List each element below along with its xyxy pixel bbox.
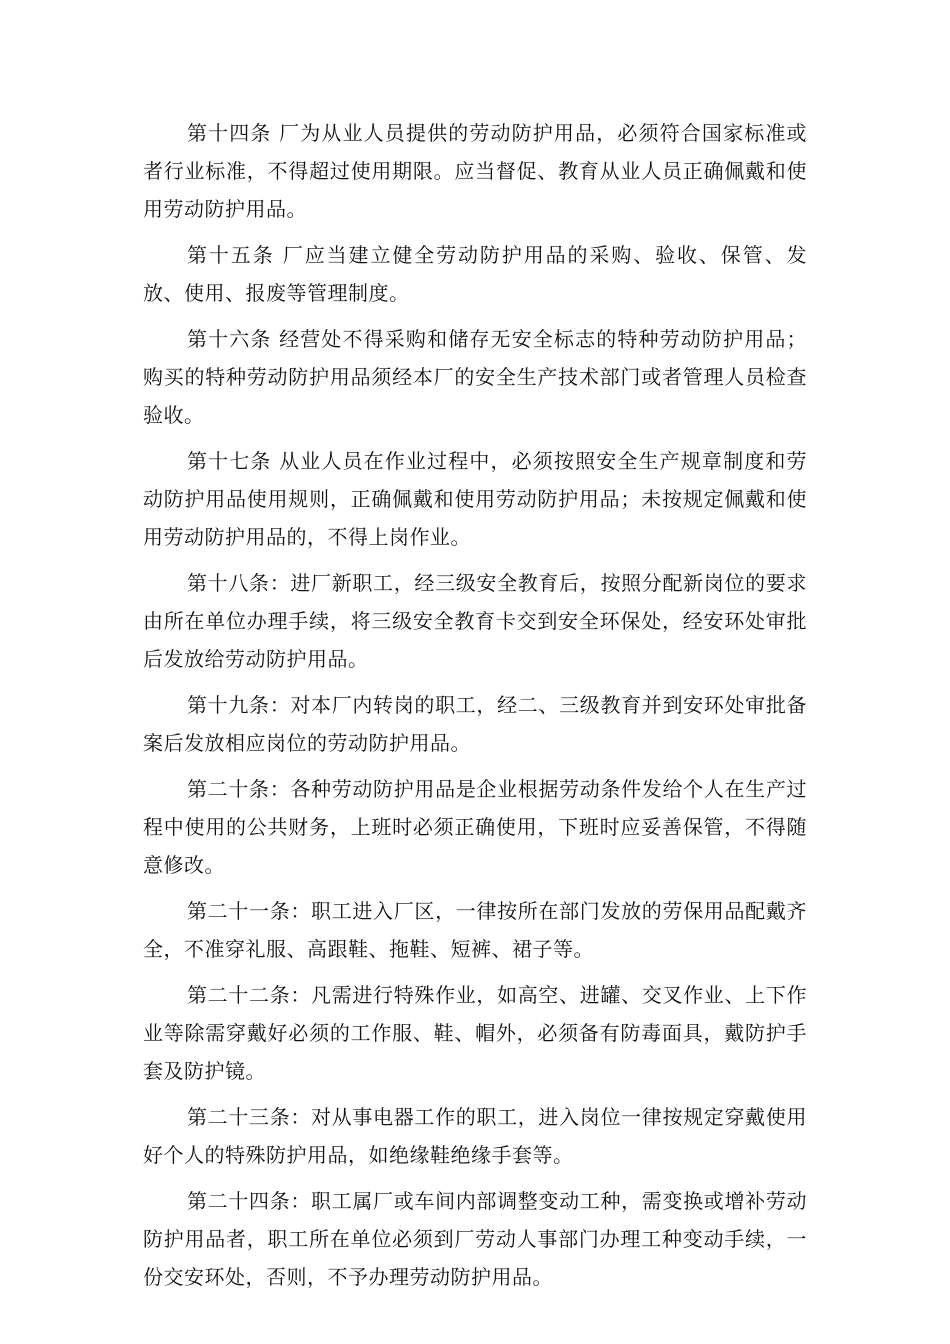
article-17: 第十七条 从业人员在作业过程中，必须按照安全生产规章制度和劳动防护用品使用规则，正确佩戴和使用劳动防护用品；未按规定佩戴和使用劳动防护用品的，不得上岗作业。: [143, 449, 807, 549]
article-19: 第十九条：对本厂内转岗的职工，经二、三级教育并到安环处审批备案后发放相应岗位的劳动防护用品。: [143, 693, 807, 755]
article-14: 第十四条 厂为从业人员提供的劳动防护用品，必须符合国家标准或者行业标准，不得超过使用期限。应当督促、教育从业人员正确佩戴和使用劳动防护用品。: [143, 121, 807, 221]
article-21: 第二十一条：职工进入厂区，一律按所在部门发放的劳保用品配戴齐全，不准穿礼服、高跟鞋、拖鞋、短裤、裙子等。: [143, 899, 807, 961]
article-16: 第十六条 经营处不得采购和储存无安全标志的特种劳动防护用品；购买的特种劳动防护用品须经本厂的安全生产技术部门或者管理人员检查验收。: [143, 327, 807, 427]
document-body: [143, 114, 807, 1304]
article-22: 第二十二条：凡需进行特殊作业，如高空、进罐、交叉作业、上下作业等除需穿戴好必须的工作服、鞋、帽外，必须备有防毒面具，戴防护手套及防护镜。: [143, 983, 807, 1083]
article-23: 第二十三条：对从事电器工作的职工，进入岗位一律按规定穿戴使用好个人的特殊防护用品，如绝缘鞋绝缘手套等。: [143, 1105, 807, 1167]
article-24: 第二十四条：职工属厂或车间内部调整变动工种，需变换或增补劳动防护用品者，职工所在单位必须到厂劳动人事部门办理工种变动手续，一份交安环处，否则，不予办理劳动防护用品。: [143, 1189, 807, 1289]
article-15: 第十五条 厂应当建立健全劳动防护用品的采购、验收、保管、发放、使用、报废等管理制度。: [143, 243, 807, 305]
article-20: 第二十条：各种劳动防护用品是企业根据劳动条件发给个人在生产过程中使用的公共财务，上班时必须正确使用，下班时应妥善保管，不得随意修改。: [143, 777, 807, 877]
article-18: 第十八条：进厂新职工，经三级安全教育后，按照分配新岗位的要求由所在单位办理手续，将三级安全教育卡交到安全环保处，经安环处审批后发放给劳动防护用品。: [143, 571, 807, 671]
